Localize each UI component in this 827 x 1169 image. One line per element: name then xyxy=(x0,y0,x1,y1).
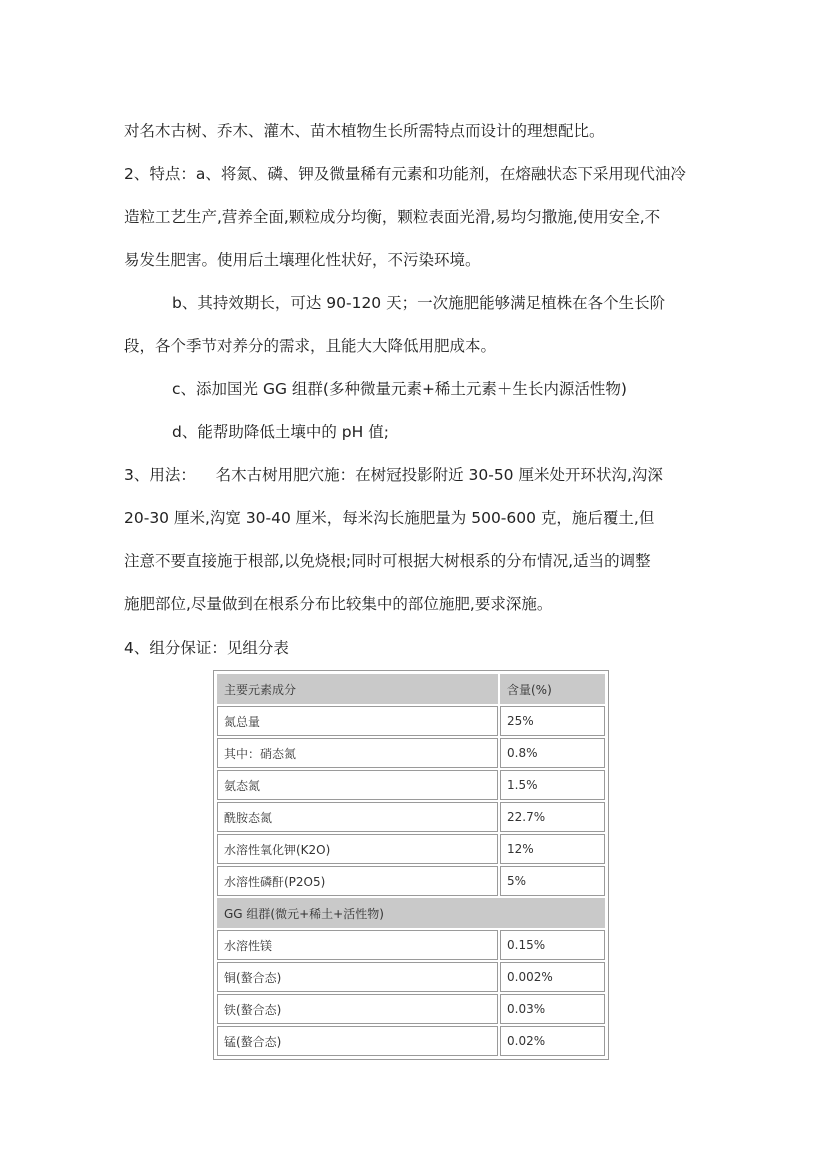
text-line: 4、组分保证：见组分表 xyxy=(124,639,289,657)
content-cell: 25% xyxy=(500,706,605,736)
paragraph-feature-c xyxy=(124,368,714,411)
table-row xyxy=(217,962,605,992)
component-cell: 铁(螯合态) xyxy=(217,994,498,1024)
content-cell: 5% xyxy=(500,866,605,896)
content-cell: 12% xyxy=(500,834,605,864)
table-row xyxy=(217,738,605,768)
paragraph-feature-b xyxy=(124,282,714,368)
table-group-row xyxy=(217,898,605,928)
table-row xyxy=(217,866,605,896)
composition-table xyxy=(213,670,609,1060)
text-line: 注意不要直接施于根部,以免烧根;同时可根据大树根系的分布情况,适当的调整 xyxy=(124,552,651,570)
composition-table-grid xyxy=(215,672,607,1058)
content-cell: 22.7% xyxy=(500,802,605,832)
component-cell: 水溶性氧化钾(K2O) xyxy=(217,834,498,864)
text-line: 施肥部位,尽量做到在根系分布比较集中的部位施肥,要求深施。 xyxy=(124,595,553,613)
header-cell-content: 含量(%) xyxy=(500,674,605,704)
paragraph-usage xyxy=(124,454,714,626)
component-cell: 水溶性镁 xyxy=(217,930,498,960)
component-cell: 酰胺态氮 xyxy=(217,802,498,832)
component-cell: 氮总量 xyxy=(217,706,498,736)
component-cell: 锰(螯合态) xyxy=(217,1026,498,1056)
component-cell: 氨态氮 xyxy=(217,770,498,800)
group-label-cell: GG 组群(微元+稀土+活性物) xyxy=(217,898,605,928)
text-line: d、能帮助降低土壤中的 pH 值; xyxy=(172,423,389,441)
text-line: 段，各个季节对养分的需求，且能大大降低用肥成本。 xyxy=(124,337,497,355)
header-cell-component: 主要元素成分 xyxy=(217,674,498,704)
table-row xyxy=(217,706,605,736)
text-line: c、添加国光 GG 组群(多种微量元素+稀土元素＋生长内源活性物) xyxy=(172,380,627,398)
component-cell: 铜(螯合态) xyxy=(217,962,498,992)
table-row xyxy=(217,802,605,832)
table-row xyxy=(217,1026,605,1056)
table-row xyxy=(217,770,605,800)
content-cell: 0.8% xyxy=(500,738,605,768)
content-cell: 0.002% xyxy=(500,962,605,992)
component-cell: 水溶性磷酐(P2O5) xyxy=(217,866,498,896)
table-header-row xyxy=(217,674,605,704)
paragraph-composition xyxy=(124,627,714,670)
table-row xyxy=(217,930,605,960)
content-cell: 0.15% xyxy=(500,930,605,960)
paragraph-feature-d xyxy=(124,411,714,454)
text-line: 对名木古树、乔木、灌木、苗木植物生长所需特点而设计的理想配比。 xyxy=(124,122,605,140)
text-line: 造粒工艺生产,营养全面,颗粒成分均衡，颗粒表面光滑,易均匀撒施,使用安全,不 xyxy=(124,208,661,226)
text-line: b、其持效期长，可达 90-120 天；一次施肥能够满足植株在各个生长阶 xyxy=(172,294,666,312)
content-cell: 0.03% xyxy=(500,994,605,1024)
table-row xyxy=(217,994,605,1024)
component-cell: 其中：硝态氮 xyxy=(217,738,498,768)
content-cell: 1.5% xyxy=(500,770,605,800)
text-line: 2、特点：a、将氮、磷、钾及微量稀有元素和功能剂，在熔融状态下采用现代油冷 xyxy=(124,165,686,183)
text-line: 3、用法： 名木古树用肥穴施：在树冠投影附近 30-50 厘米处开环状沟,沟深 xyxy=(124,466,663,484)
table-row xyxy=(217,834,605,864)
paragraph-intro xyxy=(124,110,714,153)
paragraph-features xyxy=(124,153,714,282)
text-line: 20-30 厘米,沟宽 30-40 厘米，每米沟长施肥量为 500-600 克，施后覆土,但 xyxy=(124,509,655,527)
content-cell: 0.02% xyxy=(500,1026,605,1056)
text-line: 易发生肥害。使用后土壤理化性状好，不污染环境。 xyxy=(124,251,481,269)
